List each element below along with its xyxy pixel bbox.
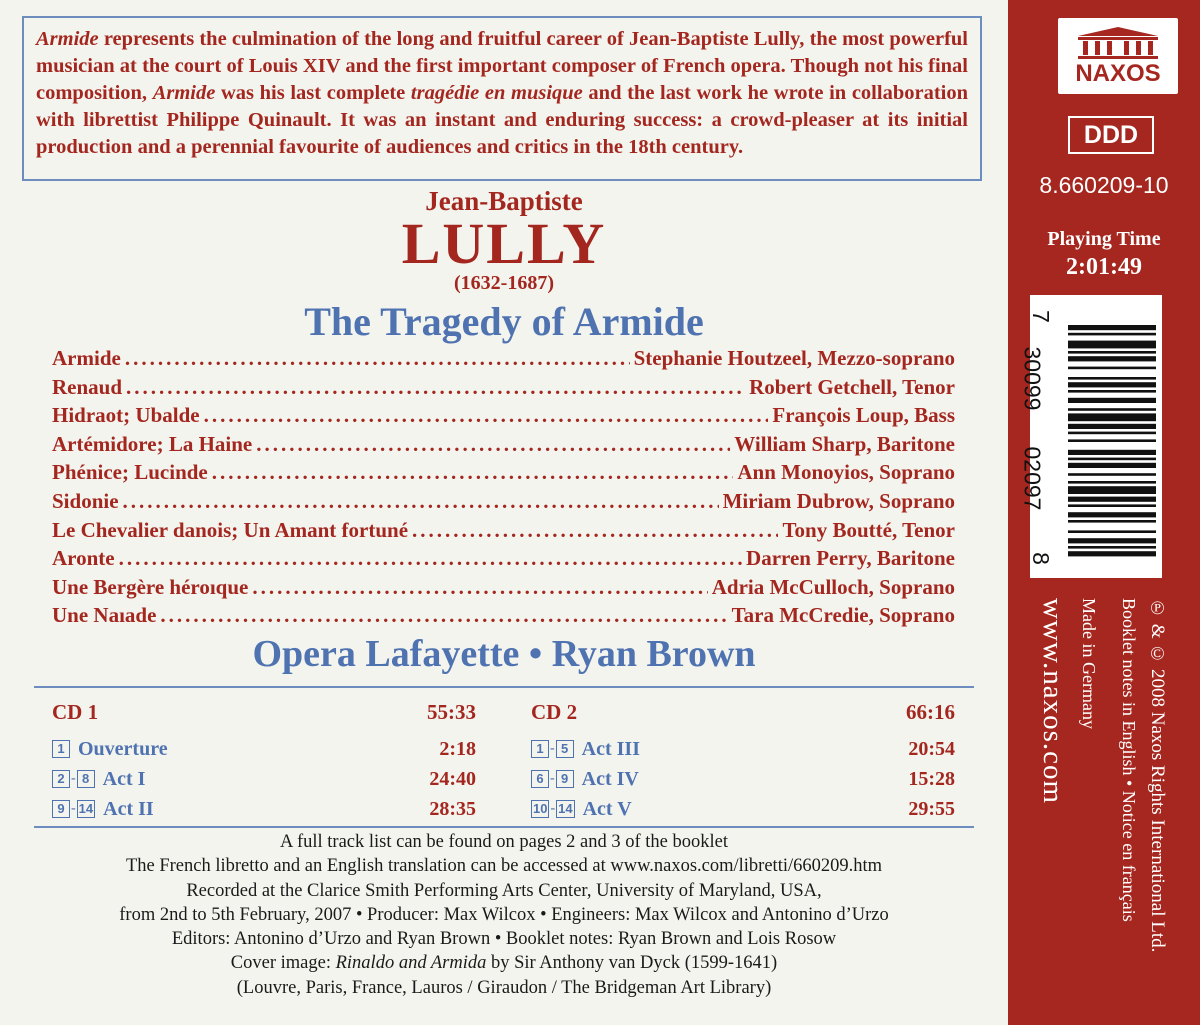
barcode-bar (1068, 377, 1156, 380)
cover-image-label: Cover image: (230, 953, 336, 974)
track-row (531, 764, 955, 794)
cast-row (52, 403, 955, 432)
ddd-badge: DDD (1068, 116, 1154, 154)
track-name (52, 738, 168, 761)
track-name (531, 738, 640, 761)
cast-performer: Stephanie Houtzeel, Mezzo-soprano (633, 346, 955, 370)
cast-row (52, 518, 955, 547)
track-time: 24:40 (429, 767, 476, 790)
barcode-bar (1068, 538, 1156, 543)
range-dash: - (550, 771, 555, 786)
credits-line (0, 951, 1008, 975)
barcode-bar (1068, 398, 1156, 403)
cast-row (52, 575, 955, 604)
track-number-box: 14 (78, 801, 94, 816)
cover-image-title: Rinaldo and Armida (335, 953, 487, 974)
cast-row (52, 546, 955, 575)
track-title: Act IV (581, 767, 639, 790)
track-name (52, 798, 154, 821)
cast-role: Phénice; Lucinde (52, 460, 208, 485)
barcode-bar (1068, 413, 1156, 421)
barcode-bar (1068, 367, 1156, 370)
track-number-box: 8 (77, 770, 95, 788)
cast-performer: François Loup, Bass (772, 403, 955, 428)
cast-performer: Robert Getchell, Tenor (749, 374, 955, 399)
cast-row (52, 460, 955, 489)
track-time: 15:28 (908, 767, 955, 790)
cast-role: Renaud (52, 374, 123, 399)
barcode-bar (1068, 408, 1156, 411)
intro-text-2: was his last complete (215, 82, 411, 104)
barcode-bar (1068, 341, 1156, 349)
cast-role: Artémidore; La Haine (52, 431, 253, 456)
range-dash: - (71, 801, 76, 816)
credits-line: Recorded at the Clarice Smith Performing Arts Center, University of Maryland, USA, (186, 880, 822, 901)
cast-row (52, 346, 955, 375)
leader-dots (412, 518, 778, 543)
barcode-bar (1068, 486, 1156, 494)
cast-role: Une Bergère héroıque (52, 574, 249, 599)
cast-performer: Miriam Dubrow, Soprano (722, 488, 955, 513)
barcode-bar (1068, 333, 1156, 336)
track-number-box: 6 (531, 770, 549, 788)
cast-performer: Darren Perry, Baritone (746, 546, 955, 571)
playing-time-label: Playing Time (1047, 228, 1161, 250)
barcode-bar (1068, 356, 1156, 361)
cd2-label: CD 2 (531, 700, 578, 724)
composer-surname: LULLY (401, 211, 607, 276)
cd2-total-time: 66:16 (906, 700, 955, 724)
track-number-box: 14 (558, 801, 573, 816)
cast-performer: Tony Boutté, Tenor (782, 517, 955, 542)
barcode-bar (1068, 325, 1156, 330)
playing-time-value: 2:01:49 (1066, 254, 1142, 280)
barcode-bar (1068, 439, 1156, 442)
cast-performer: Adria McCulloch, Soprano (711, 574, 955, 599)
track-number-box: 5 (556, 740, 574, 758)
leader-dots (256, 432, 730, 457)
barcode-bar (1068, 551, 1156, 556)
track-row (531, 734, 955, 764)
leader-dots (204, 403, 769, 428)
barcode (1019, 295, 1162, 578)
cd2-block (531, 700, 955, 824)
leader-dots (126, 375, 745, 400)
divider-bottom (34, 826, 974, 828)
leader-dots (123, 489, 719, 514)
cast-row (52, 432, 955, 461)
barcode-bars (1030, 295, 1162, 578)
credits-line: A full track list can be found on pages 2 and 3 of the booklet (279, 832, 728, 852)
side-panel (1008, 0, 1200, 1025)
cast-performer: William Sharp, Baritone (734, 431, 955, 456)
cd1-header (52, 700, 476, 734)
cast-row (52, 375, 955, 404)
cast-performer: Tara McCredie, Soprano (731, 603, 955, 628)
barcode-digit: 30099 (1019, 346, 1046, 411)
work-title: The Tragedy of Armide (304, 299, 704, 344)
range-dash: - (550, 801, 556, 816)
track-name (531, 768, 639, 791)
barcode-digit: 7 (1027, 310, 1054, 323)
intro-text-3: and the last work he wrote in collaboration with librettist Philippe Quinault. It was an instant and enduring success: a crowd-pleaser at its initial production and a perennial favourite of audiences and critics in the 18th century. (36, 82, 968, 158)
leader-dots (119, 546, 742, 571)
cast-row (52, 603, 955, 632)
naxos-logo (1058, 18, 1178, 94)
track-title: Act III (581, 737, 641, 760)
leader-dots (252, 575, 707, 600)
cd1-block (52, 700, 476, 824)
booklet-languages: Booklet notes in English • Notice en français (1119, 598, 1139, 922)
leader-dots (160, 603, 727, 628)
track-number-box: 1 (531, 740, 549, 758)
barcode-bar (1068, 520, 1156, 523)
barcode-bar (1068, 351, 1156, 354)
track-time: 2:18 (439, 737, 476, 760)
track-title: Ouverture (78, 737, 168, 760)
divider-top (34, 686, 974, 688)
barcode-bar (1068, 481, 1156, 484)
credits-line: The French libretto and an English translation can be accessed at www.naxos.com/libretti/660209.htm (125, 856, 883, 877)
barcode-bar (1068, 450, 1156, 455)
leader-dots (125, 346, 630, 371)
cast-role: Armide (52, 346, 121, 370)
cd1-total-time: 55:33 (427, 700, 476, 724)
cast-role: Hidraot; Ubalde (52, 403, 200, 428)
track-time: 29:55 (908, 797, 955, 820)
cast-role: Le Chevalier danois; Un Amant fortuné (52, 517, 409, 542)
barcode-bar (1068, 458, 1156, 461)
cover-image-artist: by Sir Anthony van Dyck (1599-1641) (486, 953, 778, 974)
barcode-bar (1068, 512, 1156, 517)
cast-list (52, 346, 955, 632)
cast-role: Aronte (52, 546, 115, 571)
temple-icon (1076, 26, 1160, 60)
intro-em-3: tragédie en musique (410, 82, 583, 104)
track-title: Act I (102, 767, 146, 790)
leader-dots (212, 460, 734, 485)
track-row (52, 764, 476, 794)
barcode-digit: 02097 (1019, 446, 1046, 511)
track-row (52, 734, 476, 764)
credits-footer (0, 830, 1008, 1000)
barcode-bar (1068, 473, 1156, 476)
cast-role: Une Naıade (52, 603, 157, 628)
cast-performer: Ann Monoyios, Soprano (737, 460, 955, 485)
composer-dates: (1632-1687) (454, 272, 554, 294)
credits-line: from 2nd to 5th February, 2007 • Producer: Max Wilcox • Engineers: Max Wilcox and Antonino d’Urzo (119, 904, 889, 925)
track-number-box: 10 (533, 801, 548, 816)
intro-box (22, 16, 982, 181)
barcode-bar (1068, 504, 1156, 507)
catalogue-number: 8.660209-10 (1039, 172, 1169, 198)
track-title: Act II (103, 797, 154, 820)
track-number-box: 9 (556, 770, 574, 788)
track-number-box: 9 (52, 800, 70, 818)
range-dash: - (550, 741, 555, 756)
track-time: 28:35 (429, 797, 476, 820)
credits-line: Editors: Antonino d’Urzo and Ryan Brown • Booklet notes: Ryan Brown and Lois Rosow (171, 929, 837, 950)
track-number-box: 2 (52, 770, 70, 788)
copyright-notice: ℗ & © 2008 Naxos Rights International Ltd. (1147, 598, 1168, 953)
track-time: 20:54 (908, 737, 955, 760)
composer-first-name: Jean-Baptiste (425, 186, 583, 216)
track-number-box: 1 (52, 740, 70, 758)
track-name (531, 798, 632, 821)
track-row (531, 794, 955, 824)
cd2-header (531, 700, 955, 734)
credits-line: (Louvre, Paris, France, Lauros / Giraudon / The Bridgeman Art Library) (236, 977, 772, 998)
cast-row (52, 489, 955, 518)
barcode-bar (1068, 497, 1156, 502)
barcode-bar (1068, 546, 1156, 549)
cd1-label: CD 1 (52, 700, 99, 724)
barcode-bar (1068, 390, 1156, 393)
barcode-bar (1068, 424, 1156, 429)
ensemble-conductor: Opera Lafayette • Ryan Brown (252, 633, 756, 675)
range-dash: - (71, 771, 76, 786)
intro-text-1: represents the culmination of the long and fruitful career of Jean-Baptiste Lully, the most powerful musician at the court of Louis XIV and the first important composer of French opera. Though not his final composition, (36, 28, 968, 104)
barcode-bar (1068, 530, 1156, 533)
barcode-bar (1068, 382, 1156, 387)
intro-em-2: Armide (152, 82, 216, 104)
made-in: Made in Germany (1079, 598, 1099, 729)
website-url: www.naxos.com (1037, 598, 1069, 805)
track-row (52, 794, 476, 824)
intro-em-1: Armide (36, 28, 99, 50)
track-name (52, 768, 145, 791)
brand-name: NAXOS (1075, 60, 1161, 87)
track-title: Act V (582, 797, 632, 820)
barcode-bar (1068, 463, 1156, 468)
barcode-bar (1068, 432, 1156, 435)
barcode-digit: 8 (1027, 552, 1054, 565)
cast-role: Sidonie (52, 488, 119, 513)
